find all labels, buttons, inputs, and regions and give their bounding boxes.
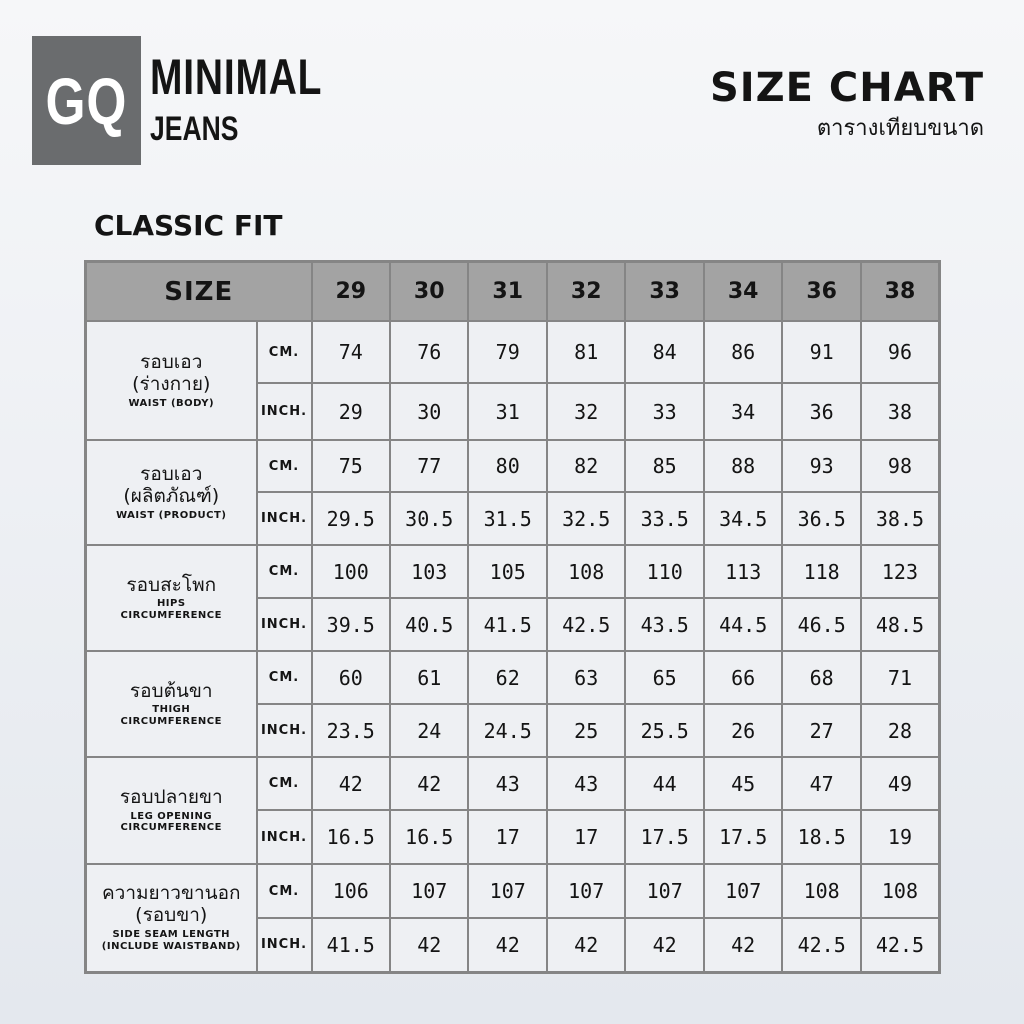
value-cell: 91 bbox=[782, 321, 860, 383]
value-cell: 17 bbox=[468, 810, 546, 864]
value-cell: 79 bbox=[468, 321, 546, 383]
value-cell: 17 bbox=[547, 810, 625, 864]
value-cell: 38 bbox=[861, 383, 940, 440]
measurement-english-label: HIPS CIRCUMFERENCE bbox=[120, 598, 222, 621]
size-header-cell: 33 bbox=[625, 262, 703, 322]
value-cell: 42 bbox=[468, 918, 546, 972]
value-cell: 107 bbox=[468, 864, 546, 918]
unit-label: INCH. bbox=[257, 383, 312, 440]
unit-label: CM. bbox=[257, 651, 312, 704]
value-cell: 65 bbox=[625, 651, 703, 704]
value-cell: 25 bbox=[547, 704, 625, 757]
value-cell: 32.5 bbox=[547, 492, 625, 545]
value-cell: 39.5 bbox=[312, 598, 390, 651]
value-cell: 42.5 bbox=[861, 918, 940, 972]
value-cell: 32 bbox=[547, 383, 625, 440]
value-cell: 96 bbox=[861, 321, 940, 383]
value-cell: 33.5 bbox=[625, 492, 703, 545]
value-cell: 80 bbox=[468, 440, 546, 492]
value-cell: 88 bbox=[704, 440, 782, 492]
value-cell: 42 bbox=[312, 757, 390, 810]
size-header-cell: 34 bbox=[704, 262, 782, 322]
unit-label: CM. bbox=[257, 864, 312, 918]
table-row bbox=[86, 440, 940, 492]
value-cell: 30 bbox=[390, 383, 468, 440]
value-cell: 108 bbox=[861, 864, 940, 918]
value-cell: 82 bbox=[547, 440, 625, 492]
measurement-english-label: WAIST (PRODUCT) bbox=[116, 509, 227, 521]
size-header-cell: 29 bbox=[312, 262, 390, 322]
value-cell: 107 bbox=[625, 864, 703, 918]
value-cell: 19 bbox=[861, 810, 940, 864]
value-cell: 110 bbox=[625, 545, 703, 598]
measurement-label bbox=[86, 864, 257, 972]
measurement-english-label: WAIST (BODY) bbox=[128, 397, 215, 409]
size-header-cell: 30 bbox=[390, 262, 468, 322]
value-cell: 23.5 bbox=[312, 704, 390, 757]
value-cell: 17.5 bbox=[625, 810, 703, 864]
value-cell: 42.5 bbox=[782, 918, 860, 972]
size-header-row bbox=[86, 262, 940, 322]
page-title: SIZE CHART bbox=[709, 65, 984, 111]
measurement-label bbox=[86, 440, 257, 545]
value-cell: 103 bbox=[390, 545, 468, 598]
value-cell: 28 bbox=[861, 704, 940, 757]
value-cell: 75 bbox=[312, 440, 390, 492]
table-row bbox=[86, 757, 940, 810]
table-row bbox=[86, 545, 940, 598]
value-cell: 42 bbox=[625, 918, 703, 972]
value-cell: 49 bbox=[861, 757, 940, 810]
value-cell: 31.5 bbox=[468, 492, 546, 545]
value-cell: 47 bbox=[782, 757, 860, 810]
table-row bbox=[86, 651, 940, 704]
brand-subname: JEANS bbox=[150, 110, 239, 148]
value-cell: 40.5 bbox=[390, 598, 468, 651]
value-cell: 76 bbox=[390, 321, 468, 383]
table-row bbox=[86, 864, 940, 918]
value-cell: 46.5 bbox=[782, 598, 860, 651]
measurement-thai-label: รอบปลายขา bbox=[119, 786, 223, 809]
value-cell: 123 bbox=[861, 545, 940, 598]
value-cell: 108 bbox=[782, 864, 860, 918]
value-cell: 24 bbox=[390, 704, 468, 757]
value-cell: 27 bbox=[782, 704, 860, 757]
value-cell: 17.5 bbox=[704, 810, 782, 864]
value-cell: 81 bbox=[547, 321, 625, 383]
value-cell: 38.5 bbox=[861, 492, 940, 545]
measurement-label bbox=[86, 651, 257, 757]
unit-label: INCH. bbox=[257, 918, 312, 972]
value-cell: 42 bbox=[704, 918, 782, 972]
measurement-thai-label: รอบเอว (ร่างกาย) bbox=[132, 350, 211, 395]
value-cell: 42 bbox=[390, 757, 468, 810]
value-cell: 24.5 bbox=[468, 704, 546, 757]
value-cell: 107 bbox=[390, 864, 468, 918]
value-cell: 29.5 bbox=[312, 492, 390, 545]
value-cell: 42 bbox=[547, 918, 625, 972]
measurement-thai-label: ความยาวขานอก (รอบขา) bbox=[101, 882, 241, 927]
value-cell: 107 bbox=[704, 864, 782, 918]
value-cell: 43 bbox=[547, 757, 625, 810]
value-cell: 85 bbox=[625, 440, 703, 492]
unit-label: CM. bbox=[257, 545, 312, 598]
value-cell: 63 bbox=[547, 651, 625, 704]
measurement-thai-label: รอบสะโพก bbox=[126, 573, 217, 596]
measurement-english-label: SIDE SEAM LENGTH (INCLUDE WAISTBAND) bbox=[101, 929, 241, 952]
value-cell: 36.5 bbox=[782, 492, 860, 545]
value-cell: 98 bbox=[861, 440, 940, 492]
value-cell: 84 bbox=[625, 321, 703, 383]
logo-letters: GQ bbox=[45, 63, 128, 138]
value-cell: 100 bbox=[312, 545, 390, 598]
value-cell: 74 bbox=[312, 321, 390, 383]
unit-label: CM. bbox=[257, 321, 312, 383]
value-cell: 29 bbox=[312, 383, 390, 440]
value-cell: 18.5 bbox=[782, 810, 860, 864]
value-cell: 16.5 bbox=[312, 810, 390, 864]
value-cell: 36 bbox=[782, 383, 860, 440]
size-header-cell: 38 bbox=[861, 262, 940, 322]
size-chart-table bbox=[84, 260, 941, 974]
value-cell: 45 bbox=[704, 757, 782, 810]
measurement-english-label: LEG OPENING CIRCUMFERENCE bbox=[120, 810, 222, 834]
value-cell: 48.5 bbox=[861, 598, 940, 651]
measurement-label bbox=[86, 757, 257, 864]
value-cell: 16.5 bbox=[390, 810, 468, 864]
measurement-label bbox=[86, 545, 257, 651]
value-cell: 86 bbox=[704, 321, 782, 383]
unit-label: INCH. bbox=[257, 704, 312, 757]
unit-label: INCH. bbox=[257, 492, 312, 545]
value-cell: 113 bbox=[704, 545, 782, 598]
value-cell: 106 bbox=[312, 864, 390, 918]
unit-label: CM. bbox=[257, 440, 312, 492]
size-header-label: SIZE bbox=[86, 262, 312, 322]
measurement-thai-label: รอบต้นขา bbox=[129, 679, 213, 702]
size-header-cell: 36 bbox=[782, 262, 860, 322]
value-cell: 34 bbox=[704, 383, 782, 440]
unit-label: CM. bbox=[257, 757, 312, 810]
value-cell: 61 bbox=[390, 651, 468, 704]
value-cell: 71 bbox=[861, 651, 940, 704]
value-cell: 42.5 bbox=[547, 598, 625, 651]
value-cell: 44.5 bbox=[704, 598, 782, 651]
value-cell: 41.5 bbox=[312, 918, 390, 972]
value-cell: 60 bbox=[312, 651, 390, 704]
page-subtitle: ตารางเทียบขนาด bbox=[816, 116, 984, 141]
unit-label: INCH. bbox=[257, 810, 312, 864]
size-header-cell: 31 bbox=[468, 262, 546, 322]
value-cell: 105 bbox=[468, 545, 546, 598]
measurement-label bbox=[86, 321, 257, 440]
value-cell: 43 bbox=[468, 757, 546, 810]
brand-name: MINIMAL bbox=[150, 49, 323, 105]
value-cell: 26 bbox=[704, 704, 782, 757]
unit-label: INCH. bbox=[257, 598, 312, 651]
value-cell: 77 bbox=[390, 440, 468, 492]
value-cell: 42 bbox=[390, 918, 468, 972]
fit-title: CLASSIC FIT bbox=[94, 209, 283, 242]
value-cell: 34.5 bbox=[704, 492, 782, 545]
value-cell: 62 bbox=[468, 651, 546, 704]
size-header-cell: 32 bbox=[547, 262, 625, 322]
logo bbox=[32, 36, 141, 165]
value-cell: 33 bbox=[625, 383, 703, 440]
value-cell: 25.5 bbox=[625, 704, 703, 757]
measurement-thai-label: รอบเอว (ผลิตภัณฑ์) bbox=[123, 462, 220, 507]
value-cell: 68 bbox=[782, 651, 860, 704]
value-cell: 66 bbox=[704, 651, 782, 704]
value-cell: 31 bbox=[468, 383, 546, 440]
value-cell: 44 bbox=[625, 757, 703, 810]
value-cell: 41.5 bbox=[468, 598, 546, 651]
measurement-english-label: THIGH CIRCUMFERENCE bbox=[120, 704, 222, 727]
value-cell: 107 bbox=[547, 864, 625, 918]
value-cell: 118 bbox=[782, 545, 860, 598]
value-cell: 108 bbox=[547, 545, 625, 598]
value-cell: 93 bbox=[782, 440, 860, 492]
table-row bbox=[86, 321, 940, 383]
value-cell: 30.5 bbox=[390, 492, 468, 545]
value-cell: 43.5 bbox=[625, 598, 703, 651]
